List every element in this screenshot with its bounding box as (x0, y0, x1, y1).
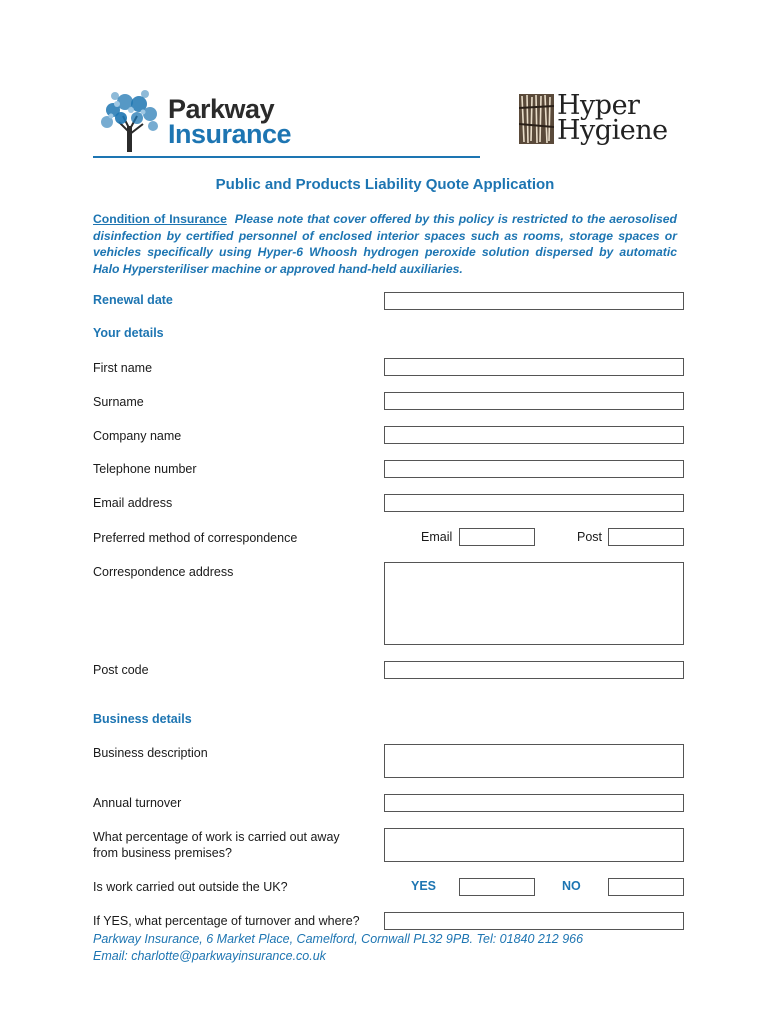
no-input[interactable] (608, 878, 684, 896)
outside-uk-label: Is work carried out outside the UK? (93, 880, 288, 894)
post-code-input[interactable] (384, 661, 684, 679)
percentage-away-line1: What percentage of work is carried out away (93, 830, 340, 844)
yes-label: YES (411, 879, 437, 893)
your-details-heading: Your details (93, 326, 164, 340)
footer-email: Email: charlotte@parkwayinsurance.co.uk (93, 949, 326, 963)
email-address-input[interactable] (384, 494, 684, 512)
condition-label: Condition of Insurance (93, 212, 227, 226)
if-yes-label: If YES, what percentage of turnover and where? (93, 914, 360, 928)
page-title: Public and Products Liability Quote Application (215, 176, 555, 193)
correspondence-address-input[interactable] (384, 562, 684, 645)
correspondence-address-label: Correspondence address (93, 565, 234, 579)
annual-turnover-input[interactable] (384, 794, 684, 812)
condition-of-insurance (93, 211, 677, 277)
surname-input[interactable] (384, 392, 684, 410)
email-option-input[interactable] (459, 528, 535, 546)
hyper-hygiene-logo-image (519, 94, 554, 144)
parkway-name: Parkway (168, 94, 275, 124)
insurance-name: Insurance (168, 119, 292, 149)
email-address-label: Email address (93, 496, 173, 510)
surname-label: Surname (93, 395, 144, 409)
percentage-away-label (93, 829, 340, 861)
condition-text: Please note that cover offered by this policy is restricted to the aerosolised disinfection by certified personnel of enclosed interior spaces such as rooms, storage spaces or vehicles specifically using Hyper-6 Whoosh hydrogen peroxide solution dispersed by automatic Halo Hypersteriliser machine or approved hand-held auxiliaries. (93, 212, 677, 276)
business-details-heading: Business details (93, 712, 192, 726)
company-name-input[interactable] (384, 426, 684, 444)
footer-address: Parkway Insurance, 6 Market Place, Camelford, Cornwall PL32 9PB. Tel: 01840 212 966 (93, 932, 584, 946)
hygiene-name: Hygiene (557, 115, 668, 146)
telephone-label: Telephone number (93, 462, 197, 476)
yes-input[interactable] (459, 878, 535, 896)
hyper-name: Hyper (557, 90, 640, 121)
parkway-tree-logo (93, 88, 167, 154)
if-yes-input[interactable] (384, 912, 684, 930)
percentage-away-line2: from business premises? (93, 846, 232, 860)
header-rule (93, 156, 480, 158)
first-name-input[interactable] (384, 358, 684, 376)
percentage-away-input[interactable] (384, 828, 684, 862)
email-option-label: Email (421, 530, 453, 544)
no-label: NO (562, 879, 581, 893)
annual-turnover-label: Annual turnover (93, 796, 182, 810)
first-name-label: First name (93, 361, 153, 375)
business-description-input[interactable] (384, 744, 684, 778)
renewal-date-input[interactable] (384, 292, 684, 310)
post-option-input[interactable] (608, 528, 684, 546)
renewal-date-label: Renewal date (93, 293, 173, 307)
preferred-method-label: Preferred method of correspondence (93, 531, 298, 545)
post-option-label: Post (577, 530, 603, 544)
post-code-label: Post code (93, 663, 149, 677)
company-name-label: Company name (93, 429, 182, 443)
telephone-input[interactable] (384, 460, 684, 478)
business-description-label: Business description (93, 746, 208, 760)
